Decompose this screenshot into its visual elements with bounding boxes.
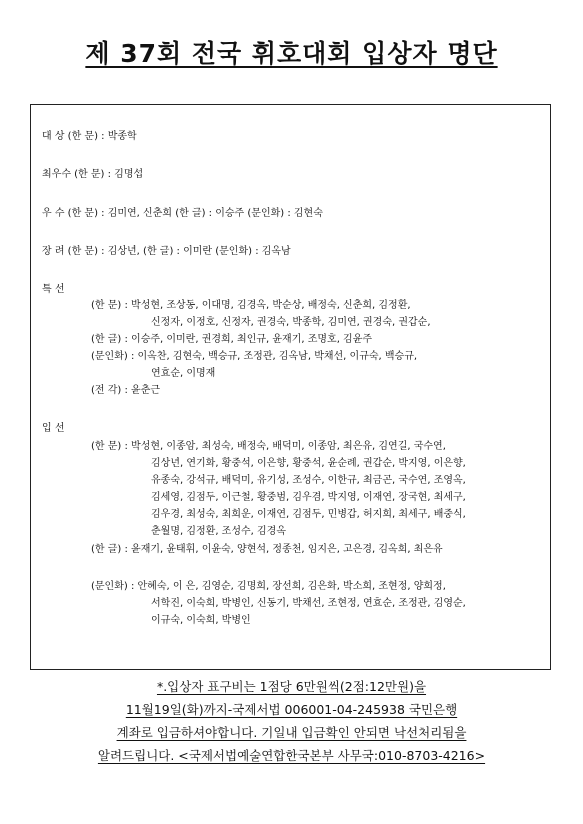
special-line: (전 각) : 윤춘근	[91, 385, 161, 396]
selection-line: 서학진, 이숙희, 박병인, 신동기, 박채선, 조현정, 연효순, 조정관, 김영순,	[151, 598, 466, 609]
special-line: (문인화) : 이옥찬, 김현숙, 백승규, 조정관, 김옥남, 박채선, 이규숙, 백승규,	[91, 351, 418, 362]
page-title: 제 37회 전국 휘호대회 입상자 명단	[85, 39, 498, 68]
notice-line: 알려드립니다. <국제서법예술연합한국본부 사무국:010-8703-4216>	[97, 748, 486, 763]
encouragement-prize-line: 장 려 (한 문) : 김상년, (한 글) : 이미란 (문인화) : 김옥남	[42, 246, 291, 257]
special-selection-heading: 특 선	[42, 284, 65, 295]
selection-line: (문인화) : 안혜숙, 이 은, 김영순, 김명희, 장선희, 김은화, 박소희, 조현정, 양희정,	[91, 581, 446, 592]
selection-line: 이규숙, 이숙희, 박병인	[151, 615, 251, 626]
winners-list-box	[30, 104, 551, 670]
notice-line: 11월19일(화)까지-국제서법 006001-04-245938 국민은행	[125, 702, 458, 717]
grand-prize-line: 대 상 (한 문) : 박종학	[42, 131, 137, 142]
selection-line: (한 문) : 박성현, 이종암, 최성숙, 배정숙, 배덕미, 이종암, 최은유, 김연길, 국수연,	[91, 441, 446, 452]
selection-line: 춘월명, 김정환, 조성수, 김경옥	[151, 526, 286, 537]
selection-heading: 입 선	[42, 423, 65, 434]
special-line: 신정자, 이정호, 신정자, 권경숙, 박종학, 김미연, 권경숙, 권갑순,	[151, 317, 431, 328]
special-line: (한 문) : 박성현, 조상동, 이대명, 김경옥, 박순상, 배정숙, 신춘희, 김정환,	[91, 300, 411, 311]
special-line: (한 글) : 이승주, 이미란, 권경희, 최인규, 윤재기, 조명호, 김윤주	[91, 334, 373, 345]
selection-line: 김세영, 김점두, 이근철, 황중범, 김우겸, 박지영, 이재연, 장국현, 최세구,	[151, 492, 466, 503]
selection-line: 유종숙, 강석규, 배덕미, 유기성, 조성수, 이한규, 최금곤, 국수연, 조영옥,	[151, 475, 466, 486]
selection-line: 김우경, 최성숙, 최희운, 이재연, 김점두, 민병갑, 허지희, 최세구, 배중식,	[151, 509, 466, 520]
selection-line: 김상년, 연기화, 황중석, 이은향, 황중석, 윤순례, 권갑순, 박지영, 이은향,	[151, 458, 466, 469]
excellence-prize-line: 우 수 (한 문) : 김미연, 신춘희 (한 글) : 이승주 (문인화) : 김현숙	[42, 208, 323, 219]
notice-line: 계좌로 입금하셔야합니다. 기일내 입금확인 안되면 낙선처리됨을	[116, 725, 467, 740]
special-line: 연효순, 이명재	[151, 368, 216, 379]
notice-line: *.입상자 표구비는 1점당 6만원씩(2점:12만원)을	[156, 679, 427, 694]
selection-line: (한 글) : 윤재기, 윤태휘, 이윤숙, 양현석, 정종천, 임지은, 고은경, 김옥희, 최은유	[91, 544, 443, 555]
payment-notice	[0, 675, 583, 767]
top-prize-line: 최우수 (한 문) : 김명섭	[42, 169, 144, 180]
